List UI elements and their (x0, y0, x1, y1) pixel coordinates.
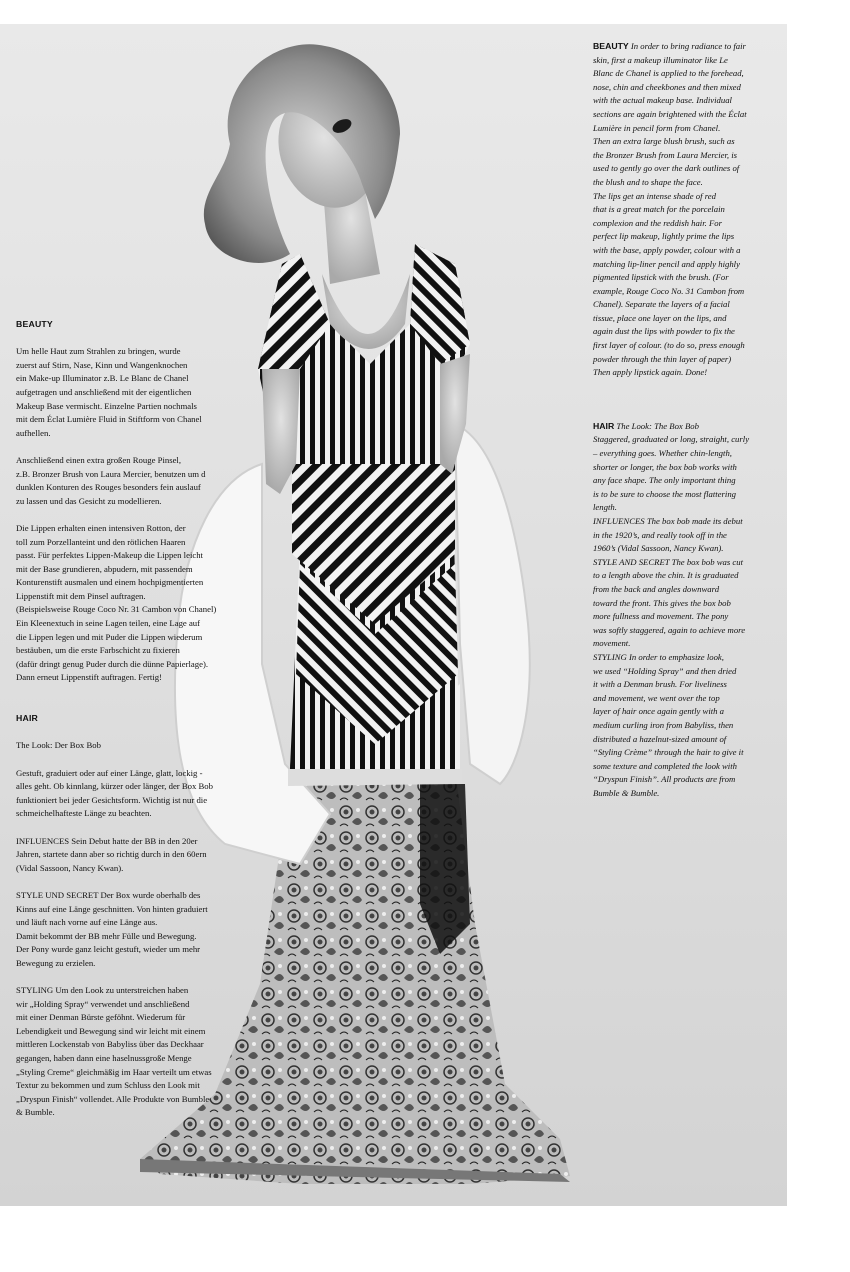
hair-paragraph-de: STYLE UND SECRET Der Box wurde oberhalb des Kinns auf eine Länge geschnitten. Von hinten graduiert und läuft nach vorne auf eine Länge aus. Damit bekommt der BB mehr Fülle und Bewegung. Der Pony wurde ganz leicht gestuft, wieder um mehr Bewegung zu erzielen. (16, 889, 208, 968)
beauty-text-en: In order to bring radiance to fair skin, first a makeup illuminator like Le Blanc de Chanel is applied to the forehead, nose, chin and cheekbones and then mixed with the actual makeup base. Individual sections are again brightened with the Éclat Lumière in pencil form from Chanel. Then an extra large blush brush, such as the Bronzer Brush from Laura Mercier, is used to gently go over the dark outlines of the blush and to shape the face. The lips get an intense shade of red that is a great match for the porcelain complexion and the reddish hair. For perfect lip makeup, lightly prime the lips with the base, apply powder, colour with a matching lip-liner pencil and apply highly pigmented lipstick with the brush. (For example, Rouge Coco No. 31 Cambon from Chanel). Separate the layers of a facial tissue, place one layer on the lips, and again dust the lips with powder to fix the first layer of colour. (to do so, press enough powder through the thin layer of paper) Then apply lipstick again. Done! (593, 41, 747, 378)
beauty-paragraph-de: Anschließend einen extra großen Rouge Pinsel, z.B. Bronzer Brush von Laura Mercier, benutzen um d dunklen Konturen des Rouges besonders fein auslauf zu lassen und das Gesicht zu modellieren. (16, 454, 206, 506)
hair-paragraph-en (593, 420, 775, 801)
beauty-heading-de: BEAUTY (16, 319, 53, 329)
beauty-paragraph-de: Die Lippen erhalten einen intensiven Rotton, der toll zum Porzellanteint und den rötlichen Haaren passt. Für perfektes Lippen-Makeup die Lippen leicht mit der Base grundieren, abpudern, mit passendem Konturenstift ausmalen und einem hochpigmentierten Lippenstift mit dem Pinsel auftragen. (Beispielsweise Rouge Coco Nr. 31 Cambon von Chanel) Ein Kleenextuch in seine Lagen teilen, eine Lage auf die Lippen legen und mit Puder die Lippen wiederum bestäuben, um die erste Farbschicht zu fixieren (dafür dringt genug Puder durch die dünne Papierlage). Dann erneut Lippenstift auftragen. Fertig! (16, 522, 217, 683)
german-text-column (16, 318, 248, 1134)
hair-keyword-en: HAIR (593, 420, 615, 431)
beauty-paragraph-en (593, 40, 775, 380)
beauty-paragraph-de: Um helle Haut zum Strahlen zu bringen, wurde zuerst auf Stirn, Nase, Kinn und Wangenknochen ein Make-up Illuminator z.B. Le Blanc de Chanel aufgetragen und anschließend mit der eigentlichen Makeup Base vermischt. Einzelne Partien nochmals mit dem Éclat Lumière Fluid in Stiftform von Chanel aufhellen. (16, 346, 202, 438)
hair-paragraph-de: STYLING Um den Look zu unterstreichen haben wir „Holding Spray“ verwendet und anschließend mit einer Denman Bürste geföhnt. Wiederum für Lebendigkeit und Bewegung sind wir leicht mit einem mittleren Lockenstab von Babyliss über das Deckhaar gegangen, haben dann eine haselnussgroße Menge „Styling Creme“ gleichmäßig im Haar verteilt um etwas Textur zu bekommen und zum Schluss den Look mit „Dryspun Finish“ vollendet. Alle Produkte von Bumble & Bumble. (16, 985, 212, 1118)
english-text-column (593, 40, 775, 800)
magazine-page (0, 24, 787, 1206)
hair-text-en: The Look: The Box Bob Staggered, graduated or long, straight, curly – everything goes. Whether chin-length, shorter or longer, the box bob works with any face shape. The only important thing is to be sure to choose the most flattering length. INFLUENCES The box bob made its debut in the 1920’s, and really took off in the 1960’s (Vidal Sassoon, Nancy Kwan). STYLE AND SECRET The box bob was cut to a length above the chin. It is graduated from the back and angles downward toward the front. This gives the box bob more fullness and movement. The pony was softly staggered, again to achieve more movement. STYLING In order to emphasize look, we used “Holding Spray” and then dried it with a Denman brush. For liveliness and movement, we went over the top layer of hair once again gently with a medium curling iron from Babyliss, then distributed a hazelnut-sized amount of “Styling Crème” through the hair to give it some texture and completed the look with “Dryspun Finish”. All products are from Bumble & Bumble. (593, 420, 750, 798)
hair-paragraph-de: INFLUENCES Sein Debut hatte der BB in den 20er Jahren, startete dann aber so richtig durch in den 60ern (Vidal Sassoon, Nancy Kwan). (16, 835, 207, 873)
hair-paragraph-de: Gestuft, graduiert oder auf einer Länge, glatt, lockig - alles geht. Ob kinnlang, kürzer oder länger, der Box Bob funktioniert bei jeder Gesichtsform. Wichtig ist nur die schmeichelhafteste Länge zu beachten. (16, 767, 213, 819)
hair-paragraph-de: The Look: Der Box Bob (16, 740, 101, 751)
beauty-keyword-en: BEAUTY (593, 41, 629, 51)
hair-heading-de: HAIR (16, 713, 39, 724)
